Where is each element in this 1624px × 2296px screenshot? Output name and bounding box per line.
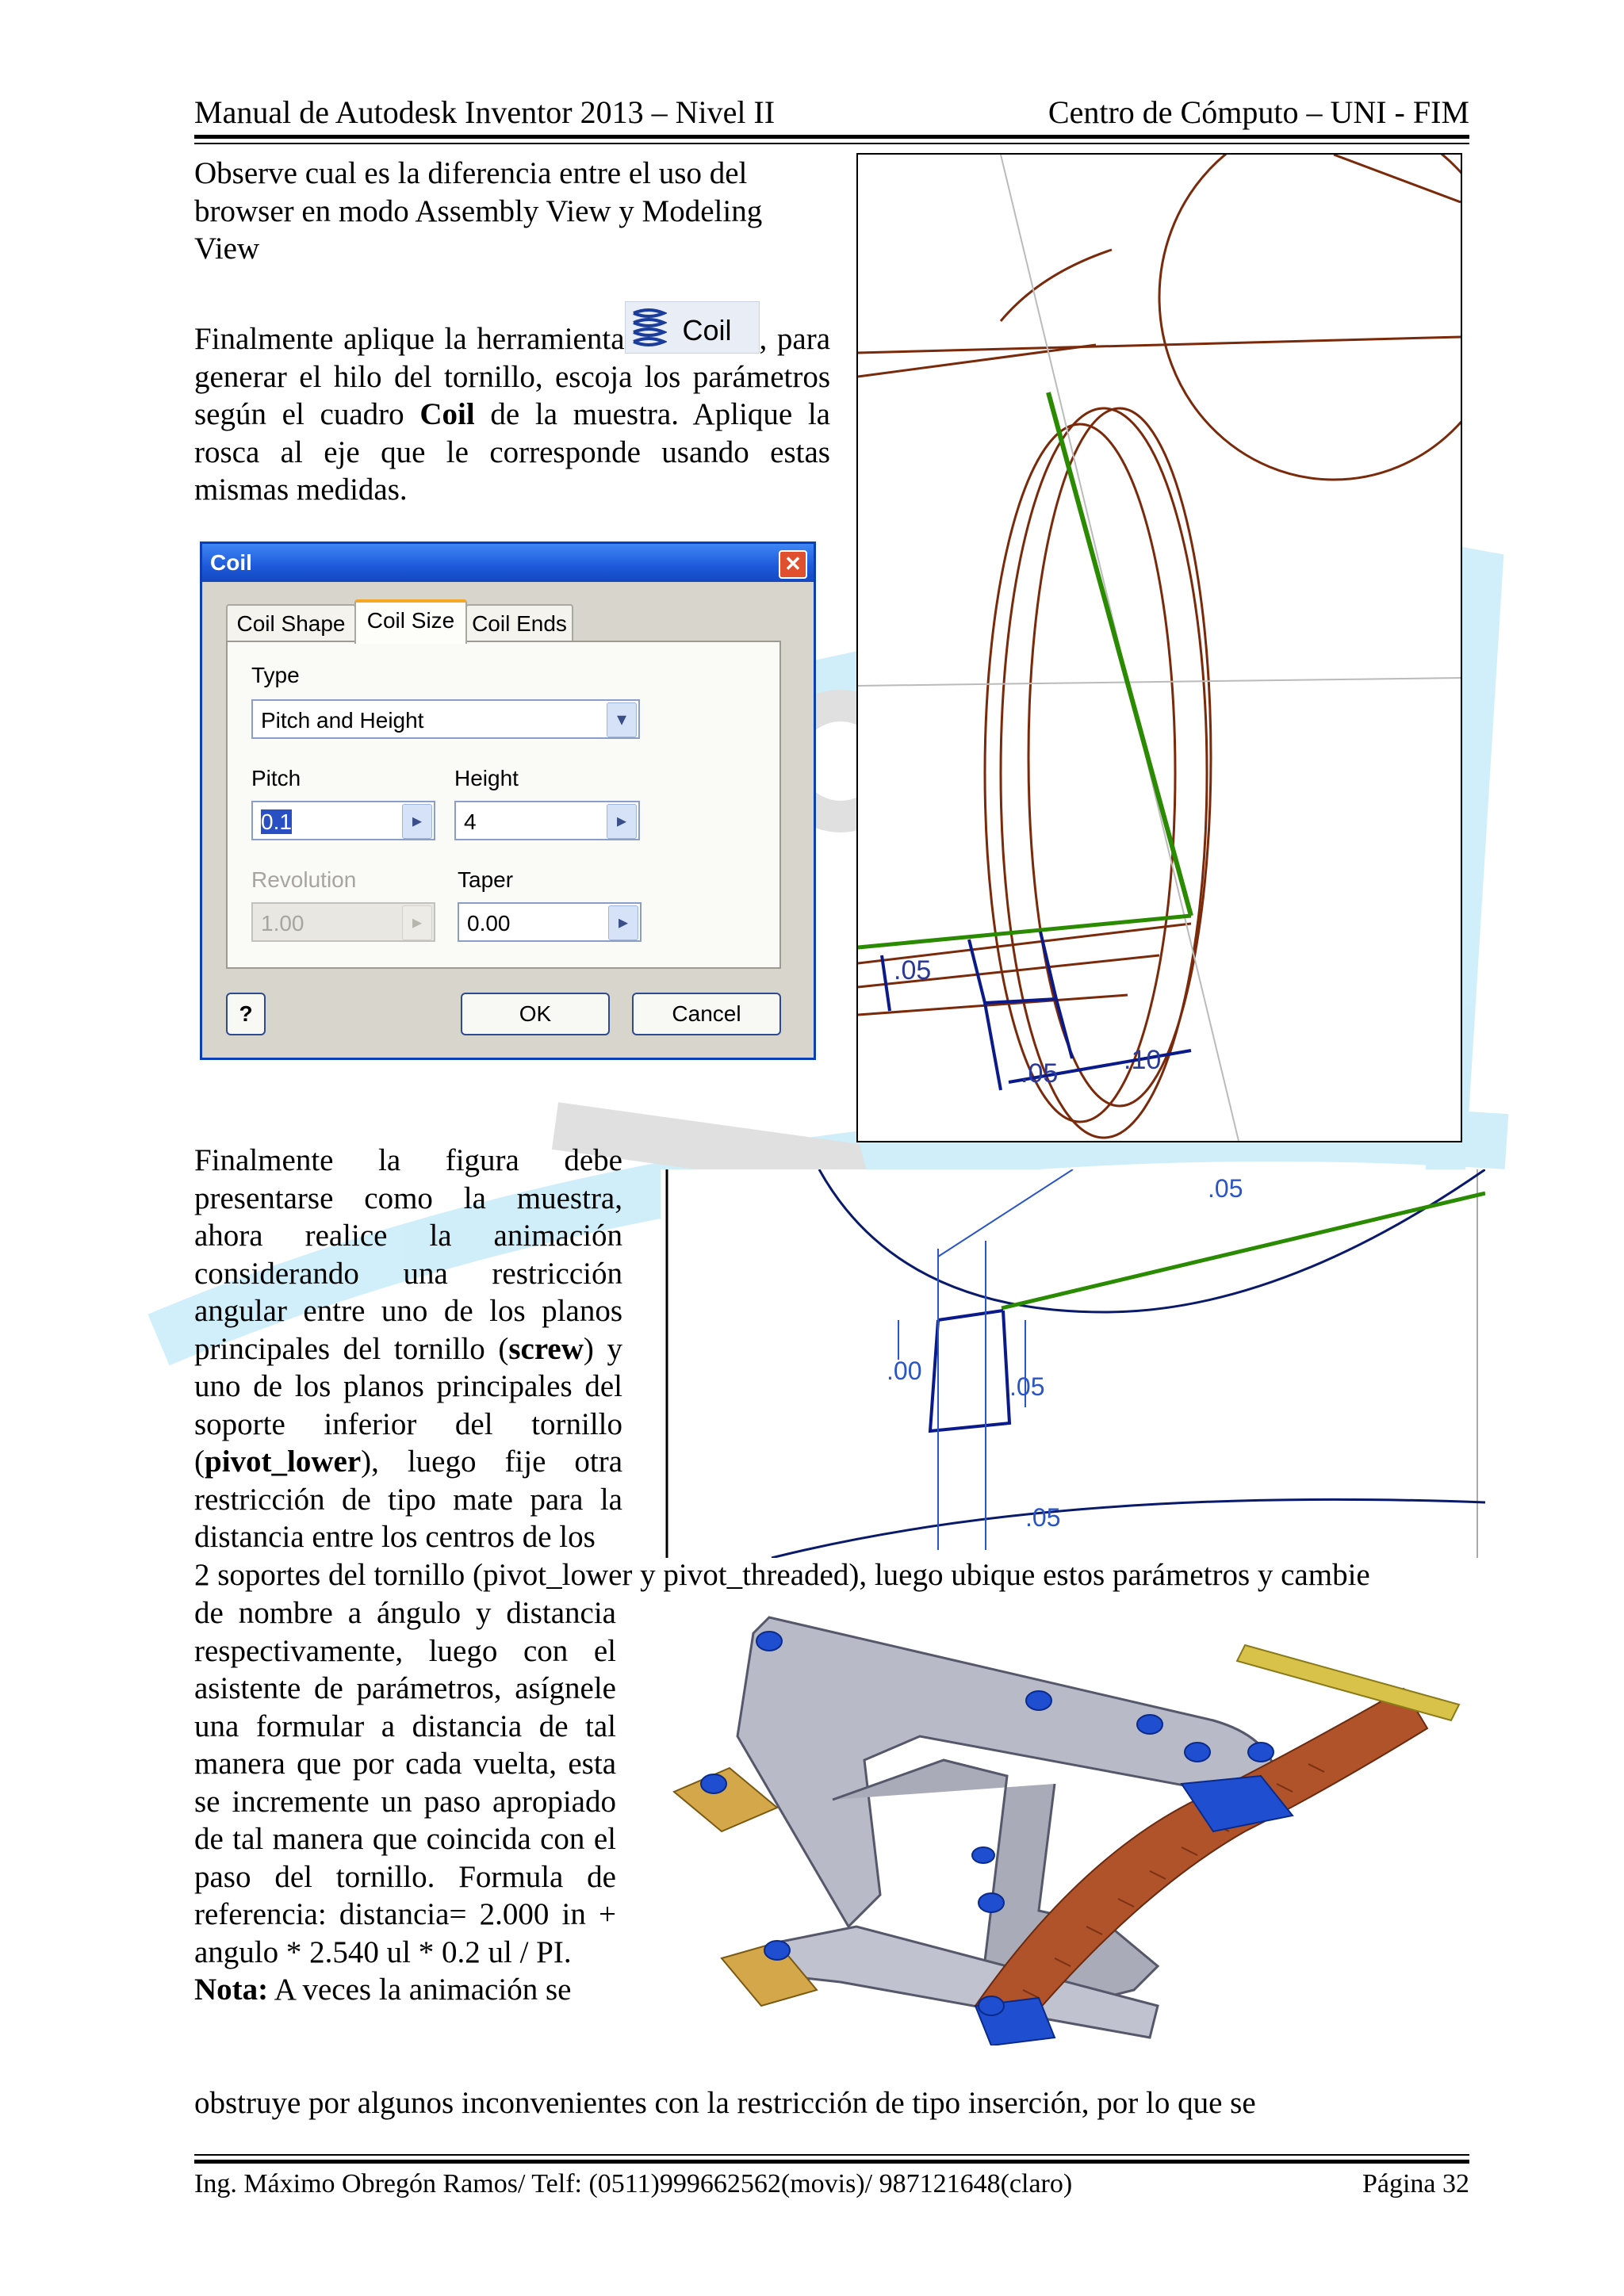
thread-profile-figure: [661, 1169, 1485, 1558]
close-icon[interactable]: ✕: [779, 550, 807, 579]
note-label: Nota:: [194, 1973, 269, 2007]
clamp-illustration: [642, 1594, 1483, 2045]
coil-tool-label: Coil: [682, 314, 732, 346]
coil-tool-button[interactable]: [625, 301, 760, 354]
anim-text-2: ) y uno de los planos principales del soporte inferior del tornillo (: [194, 1331, 622, 1479]
dim-a: .05: [894, 955, 932, 985]
chevron-right-icon[interactable]: ▸: [402, 804, 432, 839]
formula-text: de nombre a ángulo y distancia respectivamente, luego con el asistente de parámetros, asígnele una formular a distancia de tal manera que por cada vuelta, esta se incremente un paso apropiado de tal manera que coincida con el paso del tornillo. Formula de referencia: distancia= 2.000 in + angulo * 2.540 ul * 0.2 ul / PI.: [194, 1596, 616, 1969]
page-number: Página 32: [1362, 2169, 1469, 2198]
coil-sketch-figure: [856, 153, 1462, 1142]
tab-coil-ends[interactable]: Coil Ends: [465, 604, 573, 642]
revolution-value: 1.00: [261, 911, 304, 936]
animation-paragraph: [194, 1142, 622, 1556]
taper-value: 0.00: [467, 911, 511, 936]
coil-paragraph-start: Finalmente aplique la herramienta: [194, 322, 625, 356]
footer-rule: [194, 2160, 1469, 2164]
taper-input[interactable]: [458, 902, 642, 942]
coil-paragraph-end: de la muestra. Aplique la rosca al eje que le corresponde usando estas mismas medidas.: [194, 397, 830, 507]
dim-c: .10: [1124, 1045, 1162, 1075]
footer-rule-thin: [194, 2154, 1469, 2156]
anim-bold-screw: screw: [508, 1331, 584, 1366]
dim-bottom: .05: [1025, 1503, 1061, 1532]
dim-b: .05: [1021, 1058, 1059, 1089]
coil-sketch-drawing: [858, 155, 1461, 1141]
thread-profile-drawing: [661, 1169, 1485, 1558]
full-width-line: 2 soportes del tornillo (pivot_lower y pivot_threaded), luego ubique estos parámetros y cambie: [194, 1558, 1370, 1592]
pitch-input[interactable]: [251, 801, 435, 840]
dim-left: .00: [887, 1357, 922, 1385]
header-right: Centro de Cómputo – UNI - FIM: [1048, 94, 1469, 130]
footer-left: Ing. Máximo Obregón Ramos/ Telf: (0511)999662562(movis)/ 987121648(claro): [194, 2169, 1073, 2198]
chevron-right-icon[interactable]: ▸: [607, 804, 637, 839]
dialog-title: Coil: [202, 544, 814, 582]
tab-coil-size[interactable]: Coil Size: [354, 599, 467, 644]
header-rule: [194, 135, 1469, 139]
taper-label: Taper: [458, 867, 514, 892]
dim-right: .05: [1009, 1372, 1045, 1401]
note-text: A veces la animación se: [268, 1973, 572, 2007]
clamp-render-figure: [642, 1594, 1483, 2045]
page-header: [194, 94, 1469, 136]
header-left: Manual de Autodesk Inventor 2013 – Nivel II: [194, 94, 776, 130]
intro-paragraph: Observe cual es la diferencia entre el uso del browser en modo Assembly View y Modeling View: [194, 156, 763, 266]
anim-text-1: Finalmente la figura debe presentarse como la muestra, ahora realice la animación considerando una restricción angular entre uno de los planos principales del tornillo (: [194, 1143, 622, 1366]
pitch-value: 0.1: [261, 809, 292, 834]
ok-button[interactable]: OK: [461, 993, 610, 1035]
coil-size-panel: [226, 641, 781, 969]
coil-icon: [630, 307, 667, 348]
coil-dialog: [200, 541, 816, 1060]
coil-bold-word: Coil: [419, 397, 475, 431]
revolution-label: Revolution: [251, 867, 357, 892]
tab-coil-shape[interactable]: Coil Shape: [226, 604, 356, 642]
coil-paragraph-mid: , para generar el hilo del tornillo, escoja los parámetros según el cuadro: [194, 322, 831, 431]
dim-top: .05: [1208, 1174, 1243, 1203]
height-input[interactable]: [454, 801, 640, 840]
anim-text-3: ), luego fije otra restricción de tipo mate para la distancia entre los centros de los: [194, 1445, 622, 1554]
type-select[interactable]: [251, 699, 640, 739]
pitch-label: Pitch: [251, 766, 301, 790]
type-label: Type: [251, 663, 300, 687]
height-label: Height: [454, 766, 519, 790]
chevron-down-icon[interactable]: ▾: [607, 702, 637, 737]
revolution-input: [251, 902, 435, 942]
chevron-right-icon[interactable]: ▸: [608, 905, 638, 940]
height-value: 4: [464, 809, 477, 834]
type-select-value: Pitch and Height: [261, 708, 424, 733]
formula-paragraph: [194, 1594, 616, 2009]
cancel-button[interactable]: Cancel: [632, 993, 781, 1035]
header-rule-thin: [194, 143, 1469, 144]
last-line: obstruye por algunos inconvenientes con la restricción de tipo inserción, por lo que se: [194, 2086, 1256, 2120]
chevron-right-icon: ▸: [402, 905, 432, 940]
anim-bold-pivot: pivot_lower: [205, 1445, 362, 1479]
coil-paragraph: [194, 301, 830, 509]
help-icon[interactable]: ?: [226, 993, 266, 1035]
